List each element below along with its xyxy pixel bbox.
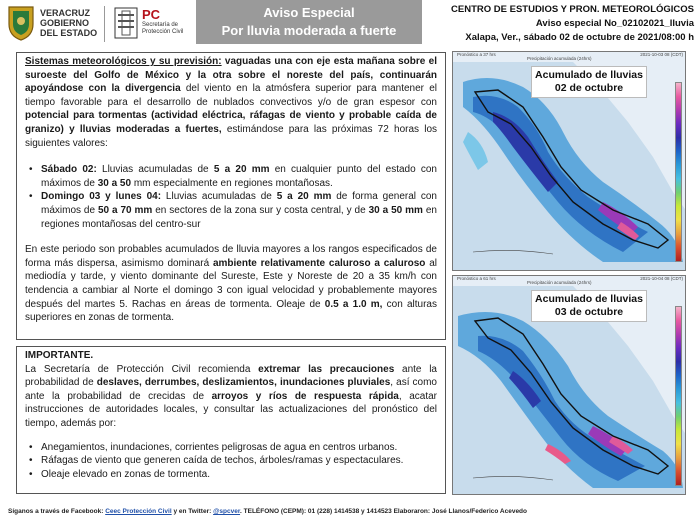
center-name: CENTRO DE ESTUDIOS Y PRON. METEOROLÓGICOS [451,4,694,15]
special-notice-banner: Aviso Especial Por lluvia moderada a fuerte [196,0,422,44]
hazard-list [25,441,437,482]
header [0,0,696,50]
forecast-detail: En este periodo son probables acumulados de lluvia mayores a los rangos especificados de forma más dispersa, asimismo dominará ambiente relativamente caluroso a caluroso al mediodía y tarde, y viento dominante del Sureste, Este y Noreste de 20 a 35 km/h con tendencia a cambiar al Norte el domingo 3 con igual velocidad y probablemente mayores después del martes 5. Rachas en áreas de tormenta. Oleaje de 0.5 a 1.0 m, con alturas superiores en zonas de tormenta. [25,244,438,324]
color-scale-bar [675,82,682,262]
important-title: IMPORTANTE. [25,350,94,361]
civil-protection-logo [112,5,140,41]
map-label: Acumulado de lluvias 03 de octubre [531,290,647,322]
color-scale-bar [675,306,682,486]
forecast-values-list [25,163,437,231]
veracruz-government-name: VERACRUZ GOBIERNO DEL ESTADO [40,8,98,38]
header-divider [104,6,105,42]
veracruz-shield-logo [6,4,36,42]
list-item: • Oleaje elevado en zonas de tormenta. [25,468,437,482]
list-item: • Anegamientos, inundaciones, corrientes peligrosas de agua en centros urbanos. [25,441,437,455]
important-text: La Secretaría de Protección Civil recomienda extremar las precauciones ante la probabilidad de deslaves, derrumbes, deslizamientos, inundaciones pluviales, así como ante la probabilidad de crecidas de arroyos y ríos de respuesta rápida, acatar instrucciones de autoridades locales, y consultar las actualizaciones del pronóstico del tiempo, además por: [25,363,437,429]
list-item: • Ráfagas de viento que generen caída de techos, árboles/ramas y espectaculares. [25,454,437,468]
header-info [424,3,694,45]
important-panel [16,346,446,494]
rain-map-oct-03 [452,275,686,495]
forecast-intro: Sistemas meteorológicos y su previsión: vaguadas una con eje esta mañana sobre el suroeste del Golfo de México y la otra sobre el noreste del país, continuarán apoyándose con la divergencia del viento en la atmósfera superior para mantener el tiempo favorable para el desarrollo de nublados convectivos y/o de gran espesor con potencial para tormentas (actividad eléctrica, ráfagas de viento y probable caída de granizo) y lluvias moderadas a fuertes, estimándose para las próximas 72 horas los siguientes valores: [25,56,438,149]
map-caption: Pronóstico a 37 hrs Precipitación acumulada (24hrs) 2021-10-03 08 (CDT) [457,52,683,61]
list-item: • Domingo 03 y lunes 04: Lluvias acumuladas de 5 a 20 mm de forma general con máximos de 50 a 70 mm en sectores de la zona sur y costa central, y de 30 a 50 mm en regiones montañosas del centro-sur [25,190,437,231]
facebook-link[interactable]: Ceec Protección Civil [105,508,172,515]
pc-subtitle: Secretaría de Protección Civil [142,22,184,35]
map-label: Acumulado de lluvias 02 de octubre [531,66,647,98]
twitter-link[interactable]: @spcver [213,508,241,515]
map-caption: Pronóstico a 61 hrs Precipitación acumulada (24hrs) 2021-10-04 08 (CDT) [457,276,683,285]
place-date: Xalapa, Ver., sábado 02 de octubre de 2021/08:00 h [465,32,694,43]
notice-id: Aviso especial No_02102021_lluvia [535,18,694,29]
list-item: • Sábado 02: Lluvias acumuladas de 5 a 20 mm en cualquier punto del estado con máximos de 30 a 50 mm especialmente en regiones montañosas. [25,163,437,190]
rain-map-oct-02 [452,51,686,271]
pc-mark: PC [142,7,161,22]
footer-contact: Síganos a través de Facebook: Ceec Protección Civil y en Twitter: @spcver. TELÉFONO (CEPM): 01 (228) 1414538 y 1414523 Elaboraron: José Llanos/Federico Acevedo [8,508,527,515]
forecast-panel [16,52,446,340]
